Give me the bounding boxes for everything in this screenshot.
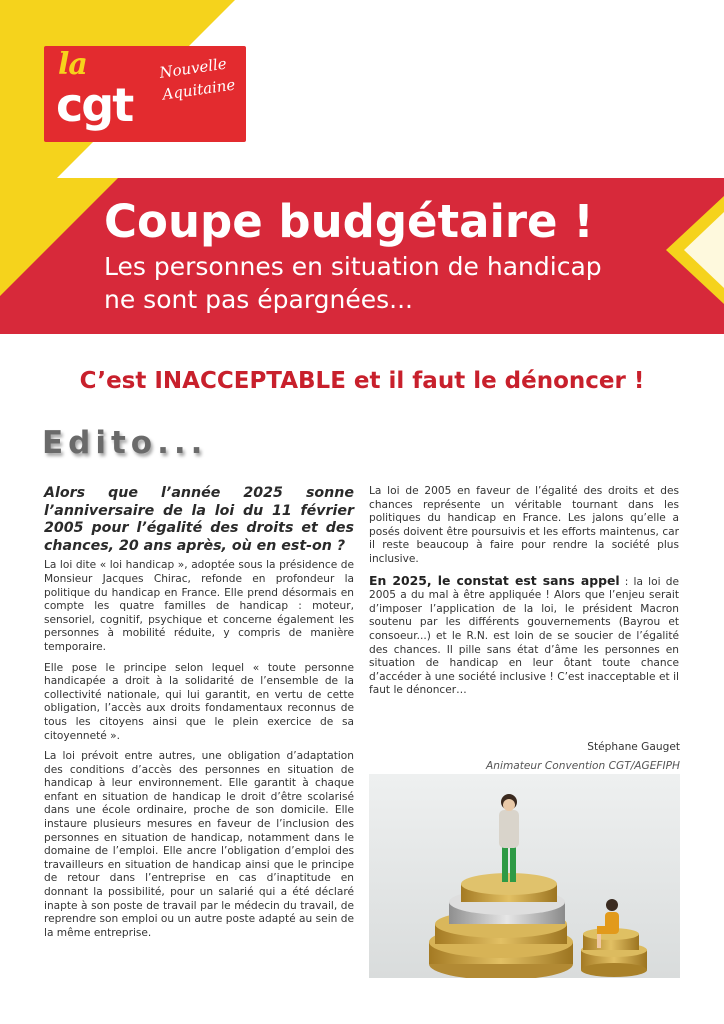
paragraph: La loi de 2005 en faveur de l’égalité des droits et des chances représente un véritable tournant dans les politiques du handicap en France. Les jalons qu’elle a posés doivent être poursuivis et les efforts maintenus, car il reste beaucoup à faire pour rendre la société plus inclusive.	[369, 485, 679, 565]
logo-region-line2: Aquitaine	[161, 75, 237, 104]
signature-name: Stéphane Gauget	[587, 741, 680, 753]
paragraph-emphasis: En 2025, le constat est sans appel	[369, 572, 620, 588]
signature	[486, 738, 680, 776]
coin-stack-small	[581, 928, 647, 977]
headline: C’est INACCEPTABLE et il faut le dénoncer !	[79, 368, 645, 394]
logo-region-line1: Nouvelle	[158, 54, 228, 82]
subtitle-line2: ne sont pas épargnées...	[104, 285, 413, 314]
page-subtitle	[104, 250, 664, 316]
paragraph: Elle pose le principe selon lequel « toute personne handicapée a droit à la solidarité de l’ensemble de la collectivité nationale, qui lui garantit, en vertu de cette obligation, l’accès aux droits fondamentaux reconnus de tous les citoyens ainsi que le plein exercice de sa citoyenneté ».	[44, 661, 354, 742]
section-title-edito: Edito...	[42, 425, 208, 461]
cgt-logo	[44, 46, 246, 142]
coins-figurines-photo	[369, 774, 680, 978]
logo-region	[158, 52, 237, 106]
page-title: Coupe budgétaire !	[104, 195, 594, 248]
paragraph: La loi dite « loi handicap », adoptée sous la présidence de Monsieur Jacques Chirac, refonde en profondeur la politique du handicap en France. Elle prend désormais en compte les quatre familles de handicap : moteur, sensoriel, cognitif, psychique et concerne également les personnes à mobilité réduite, y compris de manière temporaire.	[44, 559, 354, 653]
paragraph-text: : la loi de 2005 a du mal à être appliquée ! Alors que l’enjeu serait d’imposer l’application de la loi, le président Macron soutenu par les différents gouvernements (Bayrou et consoeur...) et le R.N. est loin de se soucier de l’égalité des chances. Il pille sans état d’âme les personnes en situation de handicap en leur ôtant toute chance d’accéder à une société inclusive ! C’est inacceptable et il faut le dénoncer…	[369, 575, 679, 697]
signature-role: Animateur Convention CGT/AGEFIPH	[486, 760, 680, 772]
paragraph	[369, 574, 679, 698]
photo-illustration	[369, 774, 680, 978]
left-column	[44, 485, 354, 947]
lead-question: Alors que l’année 2025 sonne l’anniversaire de la loi du 11 février 2005 pour l’égalité des droits et des chances, 20 ans après, où en est-on ?	[44, 485, 354, 554]
logo-la-text: la	[58, 47, 87, 82]
logo-cgt-text: cgt	[56, 78, 133, 132]
right-column	[369, 485, 679, 705]
subtitle-line1: Les personnes en situation de handicap	[104, 252, 602, 281]
paragraph: La loi prévoit entre autres, une obligation d’adaptation des conditions d’accès des personnes en situation de handicap à leur environnement. Elle garantit à chaque enfant en situation de handicap le droit d’être scolarisé dans une école ordinaire, proche de son domicile. Elle instaure plusieurs mesures en faveur de l’inclusion des personnes en situation de handicap, notamment dans le domaine de l’emploi. Elle ancre l’obligation d’emploi des travailleurs en situation de handicap ainsi que le principe de retour dans l’entreprise en cas d’inaptitude en donnant la possibilité, pour un salarié qui a été déclaré inapte à son poste de travail par le médecin du travail, de reprendre son emploi ou un autre poste adapté au sein de la même entreprise.	[44, 750, 354, 939]
